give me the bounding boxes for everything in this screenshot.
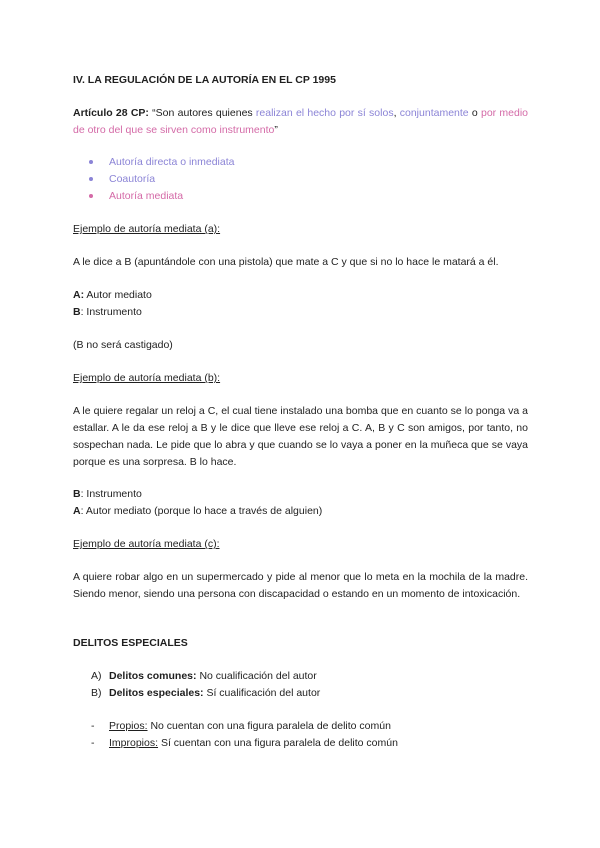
section-title: IV. LA REGULACIÓN DE LA AUTORÍA EN EL CP 1995 — [73, 74, 336, 86]
example-b-text: A le quiere regalar un reloj a C, el cual tiene instalado una bomba que en cuanto se lo ponga va a estallar. A le da ese reloj a B y le dice que lleve ese reloj a C. A, B y C son amigos, por tanto, no sospechan nada. Le pide que lo abra y que cuando se lo vaya a poner en la muñeca que se vaya porque es una sorpresa. B lo hace. — [73, 405, 528, 468]
quote-part-direct: realizan el hecho por sí solos — [255, 107, 394, 119]
quote-part-joint: conjuntamente — [399, 107, 469, 119]
role-line: B: Instrumento — [73, 306, 142, 318]
example-c-heading: Ejemplo de autoría mediata (c): — [73, 538, 220, 550]
delitos-types-list — [73, 668, 528, 702]
role-line: A: Autor mediato (porque lo hace a través de alguien) — [73, 505, 323, 517]
quote-part-mediate: por medio de otro del que se sirven como instrumento — [73, 107, 529, 136]
example-a-roles — [73, 287, 528, 321]
example-b-heading: Ejemplo de autoría mediata (b): — [73, 372, 221, 384]
example-a-text: A le dice a B (apuntándole con una pistola) que mate a C y que si no lo hace le matará a él. — [73, 256, 499, 268]
list-item: B) Delitos especiales: Sí cualificación del autor — [91, 687, 321, 699]
role-line: B: Instrumento — [73, 488, 142, 500]
bullet-icon — [89, 160, 93, 164]
list-item: - Propios: No cuentan con una figura paralela de delito común — [91, 720, 391, 732]
example-a-note: (B no será castigado) — [73, 339, 173, 351]
example-b-roles — [73, 486, 528, 520]
list-item: Coautoría — [73, 171, 528, 188]
list-item: A) Delitos comunes: No cualificación del autor — [91, 670, 317, 682]
example-c-text: A quiere robar algo en un supermercado y pide al menor que lo meta en la mochila de la madre. Siendo menor, siendo una persona con discapacidad o estando en un momento de intoxicación. — [73, 571, 528, 600]
delitos-especiales-list — [73, 718, 528, 752]
delitos-heading: DELITOS ESPECIALES — [73, 637, 188, 649]
bullet-icon — [89, 177, 93, 181]
list-item: - Impropios: Sí cuentan con una figura paralela de delito común — [91, 737, 398, 749]
role-line: A: Autor mediato — [73, 289, 152, 301]
example-a-heading: Ejemplo de autoría mediata (a): — [73, 223, 221, 235]
article-28-quote: Artículo 28 CP: “Son autores quienes realizan el hecho por sí solos, conjuntamente o por medio de otro del que se sirven como instrumento” — [73, 107, 529, 136]
bullet-icon — [89, 194, 93, 198]
authorship-types-list — [73, 154, 528, 205]
list-item: Autoría mediata — [73, 188, 528, 205]
article-label: Artículo 28 CP: — [73, 107, 149, 119]
list-item: Autoría directa o inmediata — [73, 154, 528, 171]
